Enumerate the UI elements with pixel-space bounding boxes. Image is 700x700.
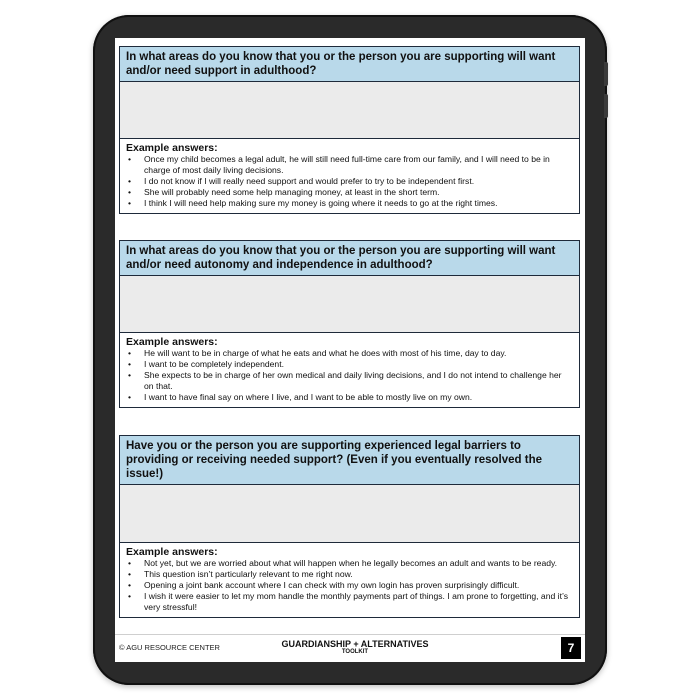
examples-title: Example answers: — [126, 546, 218, 558]
page-number: 7 — [561, 637, 581, 659]
list-item — [126, 370, 573, 392]
list-item — [126, 569, 573, 580]
question-section-3 — [119, 435, 580, 618]
list-item — [126, 187, 573, 198]
answer-field[interactable] — [120, 485, 579, 543]
list-item — [126, 580, 573, 591]
bullet: • — [128, 370, 132, 380]
list-item — [126, 392, 573, 403]
bullet: • — [128, 558, 132, 568]
example-text: She expects to be in charge of her own medical and daily living decisions, and I do not intend to challenge her on that. — [144, 370, 562, 391]
example-text: He will want to be in charge of what he eats and what he does with most of his time, day to day. — [144, 348, 507, 358]
bullet: • — [128, 348, 132, 358]
example-text: Opening a joint bank account where I can check with my own login has proven surprisingly difficult. — [144, 580, 520, 590]
list-item — [126, 198, 573, 209]
bullet: • — [128, 154, 132, 164]
tablet-side-button — [604, 62, 608, 86]
page-footer — [115, 634, 585, 662]
example-text: I do not know if I will really need support and would prefer to try to be independent first. — [144, 176, 475, 186]
example-text: I want to be completely independent. — [144, 359, 284, 369]
list-item — [126, 348, 573, 359]
bullet: • — [128, 580, 132, 590]
bullet: • — [128, 198, 132, 208]
question-header: Have you or the person you are supporting experienced legal barriers to providing or receiving needed support? (Even if you eventually resolved the issue!) — [120, 436, 579, 485]
question-section-1 — [119, 46, 580, 214]
examples-title: Example answers: — [126, 142, 218, 154]
question-header: In what areas do you know that you or the person you are supporting will want and/or need support in adulthood? — [120, 47, 579, 82]
list-item — [126, 591, 573, 613]
copyright-text: © AGU RESOURCE CENTER — [119, 643, 220, 652]
examples-title: Example answers: — [126, 336, 218, 348]
example-text: I wish it were easier to let my mom handle the monthly payments part of things. I am prone to forgetting, and it’s very stressful! — [144, 591, 569, 612]
example-answers — [120, 139, 579, 213]
bullet: • — [128, 187, 132, 197]
example-text: Not yet, but we are worried about what will happen when he legally becomes an adult and wants to be ready. — [144, 558, 558, 568]
list-item — [126, 154, 573, 176]
examples-list — [126, 558, 573, 613]
tablet-screen — [115, 38, 585, 662]
example-text: I think I will need help making sure my money is going where it needs to go at the right times. — [144, 198, 498, 208]
footer-subtitle: TOOLKIT — [341, 649, 369, 655]
example-answers — [120, 543, 579, 617]
tablet-side-button — [604, 94, 608, 118]
answer-field[interactable] — [120, 276, 579, 333]
question-section-2 — [119, 240, 580, 408]
list-item — [126, 176, 573, 187]
examples-list — [126, 348, 573, 403]
footer-title: GUARDIANSHIP + ALTERNATIVES — [281, 639, 429, 649]
bullet: • — [128, 392, 132, 402]
bullet: • — [128, 359, 132, 369]
bullet: • — [128, 591, 132, 601]
bullet: • — [128, 569, 132, 579]
bullet: • — [128, 176, 132, 186]
example-text: I want to have final say on where I live, and I want to be able to mostly live on my own. — [144, 392, 473, 402]
example-answers — [120, 333, 579, 407]
question-header: In what areas do you know that you or the person you are supporting will want and/or need autonomy and independence in adulthood? — [120, 241, 579, 276]
list-item — [126, 359, 573, 370]
example-text: She will probably need some help managing money, at least in the short term. — [144, 187, 440, 197]
answer-field[interactable] — [120, 82, 579, 139]
list-item — [126, 558, 573, 569]
example-text: Once my child becomes a legal adult, he will still need full-time care from our family, and I will need to be in charge of most daily living decisions. — [144, 154, 550, 175]
examples-list — [126, 154, 573, 209]
example-text: This question isn’t particularly relevant to me right now. — [144, 569, 353, 579]
